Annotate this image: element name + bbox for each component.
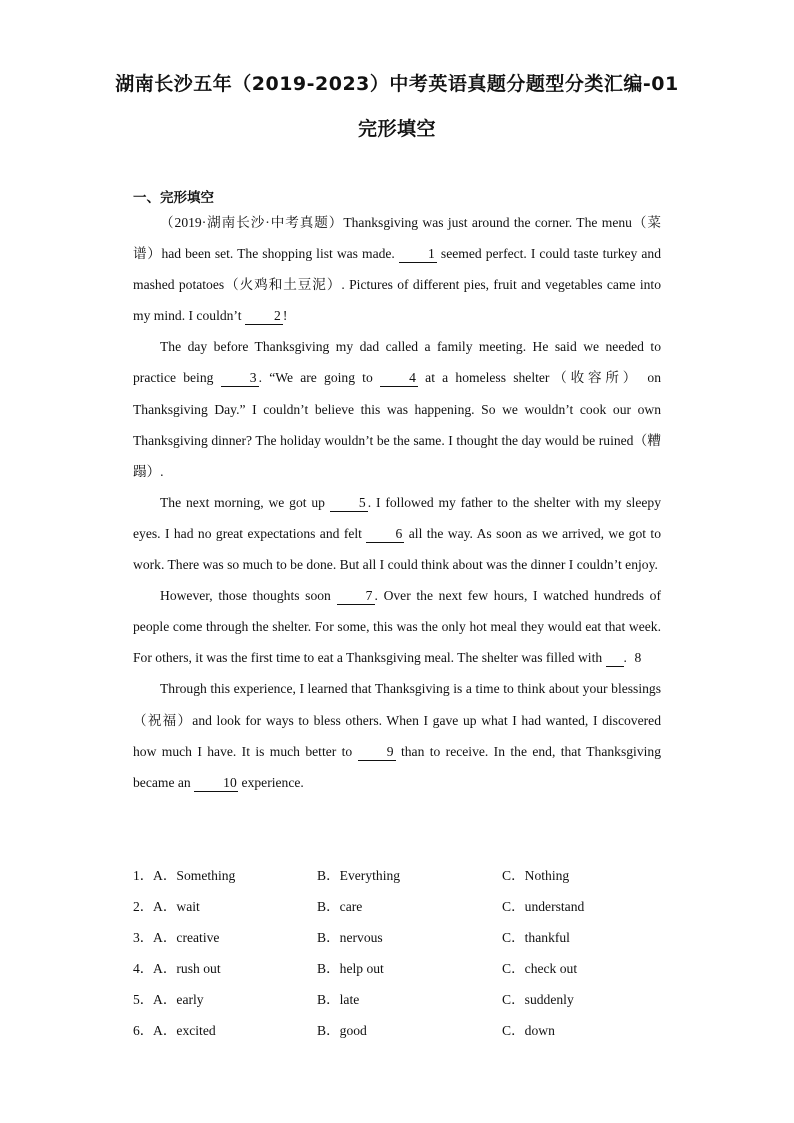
document-title: 湖南长沙五年（2019-2023）中考英语真题分题型分类汇编-01 [115,73,679,95]
question-row [133,895,673,926]
question-row [133,957,673,988]
paragraph-5: Through this experience, I learned that Thanksgiving is a time to think about your blessings（祝福）and look for ways to bless others. When I gave up what I had wanted, I discovered how much I have. It is much better to 9 than to receive. In the end, that Thanksgiving became an 10 experience. [133,681,661,790]
cloze-passage [133,207,661,798]
blank-5: 5 [330,495,368,512]
question-number: 6． [133,1023,154,1039]
paragraph-3: The next morning, we got up 5 . I followed my father to the shelter with my sleepy eyes. I had no great expectations and felt 6 all the way. As soon as we arrived, we got to work. There was so much to be done. But all I could think about was the dinner I couldn’t enjoy. [133,494,662,573]
option-c: C．understand [502,899,585,915]
question-row [133,926,673,957]
blank-1: 1 [399,246,437,263]
paragraph-1: （2019·湖南长沙·中考真题）Thanksgiving was just around the corner. The menu（菜谱）had been set. The shopping list was made. 1 seemed perfect. I could taste turkey and mashed potatoes（火鸡和土豆泥）. Pictures of different pies, fruit and vegetables came into my mind. I couldn’t 2 ! [133,215,662,324]
option-a: A．early [153,992,204,1008]
blank-7: 7 [337,588,375,605]
question-row [133,988,673,1019]
option-c: C．check out [502,961,578,977]
answer-options [133,864,673,1051]
option-b: B．good [317,1023,367,1039]
paragraph-2: The day before Thanksgiving my dad called a family meeting. He said we needed to practice being 3 . “We are going to 4 at a homeless shelter（收容所） on Thanksgiving Day.” I couldn’t believe this was happening. So we wouldn’t cook our own Thanksgiving dinner? The holiday wouldn’t be the same. I thought the day would be ruined（糟蹋）. [133,339,661,479]
question-row [133,864,673,895]
paragraph-4: However, those thoughts soon 7 . Over the next few hours, I watched hundreds of people come through the shelter. For some, this was the only hot meal they would eat that week. For others, it was the first time to eat a Thanksgiving meal. The shelter was filled with 8. [133,588,661,666]
option-c: C．thankful [502,930,570,946]
blank-10: 10 [194,775,238,792]
option-b: B．help out [317,961,384,977]
blank-9: 9 [358,744,396,761]
option-b: B．late [317,992,360,1008]
option-a: A．wait [153,899,200,915]
question-number: 5． [133,992,154,1008]
option-c: C．Nothing [502,868,570,883]
blank-6: 6 [366,526,404,543]
source-tag: （2019·湖南长沙·中考真题） [160,215,344,230]
question-row [133,1019,673,1050]
option-a: A．rush out [153,961,221,977]
option-c: C．suddenly [502,992,574,1008]
question-number: 3． [133,930,154,946]
blank-2: 2 [245,308,283,325]
option-a: A．creative [153,930,220,946]
option-c: C．down [502,1023,555,1039]
question-number: 2． [133,899,154,915]
option-b: B．Everything [317,868,401,883]
question-number: 4． [133,961,154,977]
option-a: A．Something [153,868,236,883]
option-a: A．excited [153,1023,216,1039]
blank-8: 8 [606,650,624,667]
blank-3: 3 [221,370,259,387]
document-subtitle: 完形填空 [357,118,436,140]
option-b: B．care [317,899,363,915]
question-number: 1． [133,868,154,883]
blank-4: 4 [380,370,418,387]
option-b: B．nervous [317,930,383,946]
section-heading: 一、完形填空 [133,190,214,206]
